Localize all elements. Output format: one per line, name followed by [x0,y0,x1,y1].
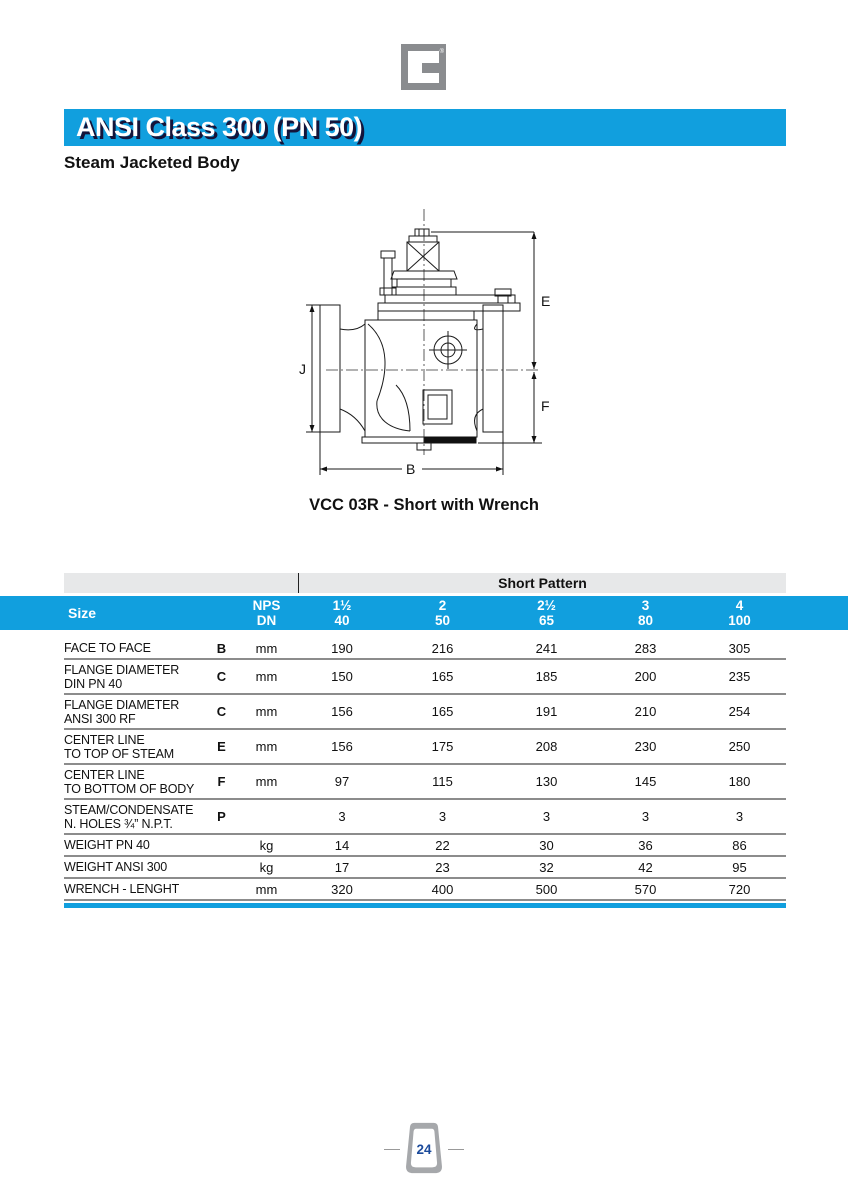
table-row [64,879,786,901]
row-value: 250 [728,739,751,754]
row-unit: mm [255,704,278,719]
row-value: 175 [431,739,454,754]
row-value: 200 [634,669,657,684]
row-unit: kg [259,837,274,853]
row-value: 42 [638,859,653,875]
group-header-band [64,573,786,593]
row-value: 97 [334,774,350,789]
banner-title: ANSI Class 300 (PN 50) [76,112,363,142]
row-label: WRENCH - LENGHT [64,882,180,896]
row-label: WEIGHT PN 40 [64,838,150,852]
row-letter: E [217,739,226,754]
row-value: 230 [634,739,657,754]
row-value: 500 [535,881,558,897]
row-label: CENTER LINE TO TOP OF STEAM [64,732,174,761]
row-value: 145 [634,774,657,789]
table-row [64,638,786,660]
table-row [64,695,786,730]
size-column-2: 2 50 [434,598,451,628]
table-row [64,835,786,857]
row-value: 3 [542,809,551,824]
table-row [64,660,786,695]
row-value: 36 [638,837,653,853]
footer-rule-left [384,1149,400,1150]
row-value: 191 [535,704,558,719]
row-unit: mm [255,881,278,897]
row-value: 190 [331,640,353,656]
group-header-spacer [64,573,298,593]
row-unit: mm [255,669,278,684]
nps-dn-label: NPS DN [252,598,281,628]
row-value: 216 [431,640,454,656]
row-value: 165 [431,704,454,719]
row-value: 235 [728,669,751,684]
row-value: 305 [728,640,751,656]
row-unit: mm [255,640,278,656]
dim-label-b: B [406,461,416,477]
table-row [64,800,786,835]
table-row [64,730,786,765]
row-value: 180 [728,774,751,789]
registered-trademark: ® [439,49,444,55]
row-value: 23 [435,859,450,875]
table-bottom-rule [64,903,786,908]
page-subtitle: Steam Jacketed Body [64,153,240,172]
page-number: 24 [416,1141,432,1157]
row-value: 30 [539,837,554,853]
row-unit: kg [259,859,274,875]
row-value: 400 [431,881,454,897]
row-value: 3 [438,809,447,824]
logo-bar-shape [422,63,446,73]
valve-technical-drawing [298,203,558,495]
dim-label-f: F [541,398,550,414]
row-value: 3 [735,809,744,824]
row-label: WEIGHT ANSI 300 [64,860,168,874]
row-label: FLANGE DIAMETER DIN PN 40 [64,662,180,691]
row-value: 210 [634,704,657,719]
row-letter: F [217,774,226,789]
row-value: 570 [634,881,657,897]
row-value: 115 [432,774,453,789]
row-value: 720 [728,881,751,897]
table-row [64,857,786,879]
brand-logo [401,44,446,90]
table-body [64,638,786,908]
row-value: 185 [535,669,558,684]
page-footer [0,1121,848,1177]
row-unit: mm [255,739,278,754]
row-label: FLANGE DIAMETER ANSI 300 RF [64,697,180,726]
row-letter: B [216,640,227,656]
row-value: 156 [331,704,353,719]
row-value: 3 [338,809,346,824]
row-value: 283 [634,640,657,656]
row-value: 14 [334,837,350,853]
row-value: 254 [728,704,751,719]
row-value: 95 [732,859,747,875]
dim-label-e: E [541,293,551,309]
row-value: 130 [535,774,558,789]
footer-shield [402,1121,446,1177]
row-value: 22 [435,837,450,853]
row-label: STEAM/CONDENSATE N. HOLES ¾” N.P.T. [64,802,194,831]
row-label: CENTER LINE TO BOTTOM OF BODY [64,767,195,796]
row-label: FACE TO FACE [64,641,151,655]
dim-label-j: J [299,361,306,377]
row-value: 208 [535,739,558,754]
row-value: 320 [331,881,353,897]
row-unit: mm [255,774,278,789]
size-column-3: 2½ 65 [537,598,556,628]
footer-rule-right [448,1149,464,1150]
size-column-5: 4 100 [728,598,751,628]
size-column-1: 1½ 40 [332,598,352,628]
row-value: 165 [431,669,454,684]
size-column-4: 3 80 [637,598,654,628]
row-value: 32 [539,859,554,875]
table-row [64,765,786,800]
figure-caption: VCC 03R - Short with Wrench [309,496,539,514]
row-value: 17 [334,859,350,875]
row-letter: P [217,809,226,824]
row-letter: C [216,669,227,684]
size-column-label: Size [68,605,97,621]
group-header-label: Short Pattern [298,573,786,593]
row-letter: C [216,704,227,719]
section-banner [64,109,786,146]
row-value: 156 [331,739,353,754]
row-value: 86 [732,837,747,853]
row-value: 3 [641,809,650,824]
row-value: 241 [535,640,558,656]
row-value: 150 [331,669,353,684]
table-header-row [0,596,848,630]
